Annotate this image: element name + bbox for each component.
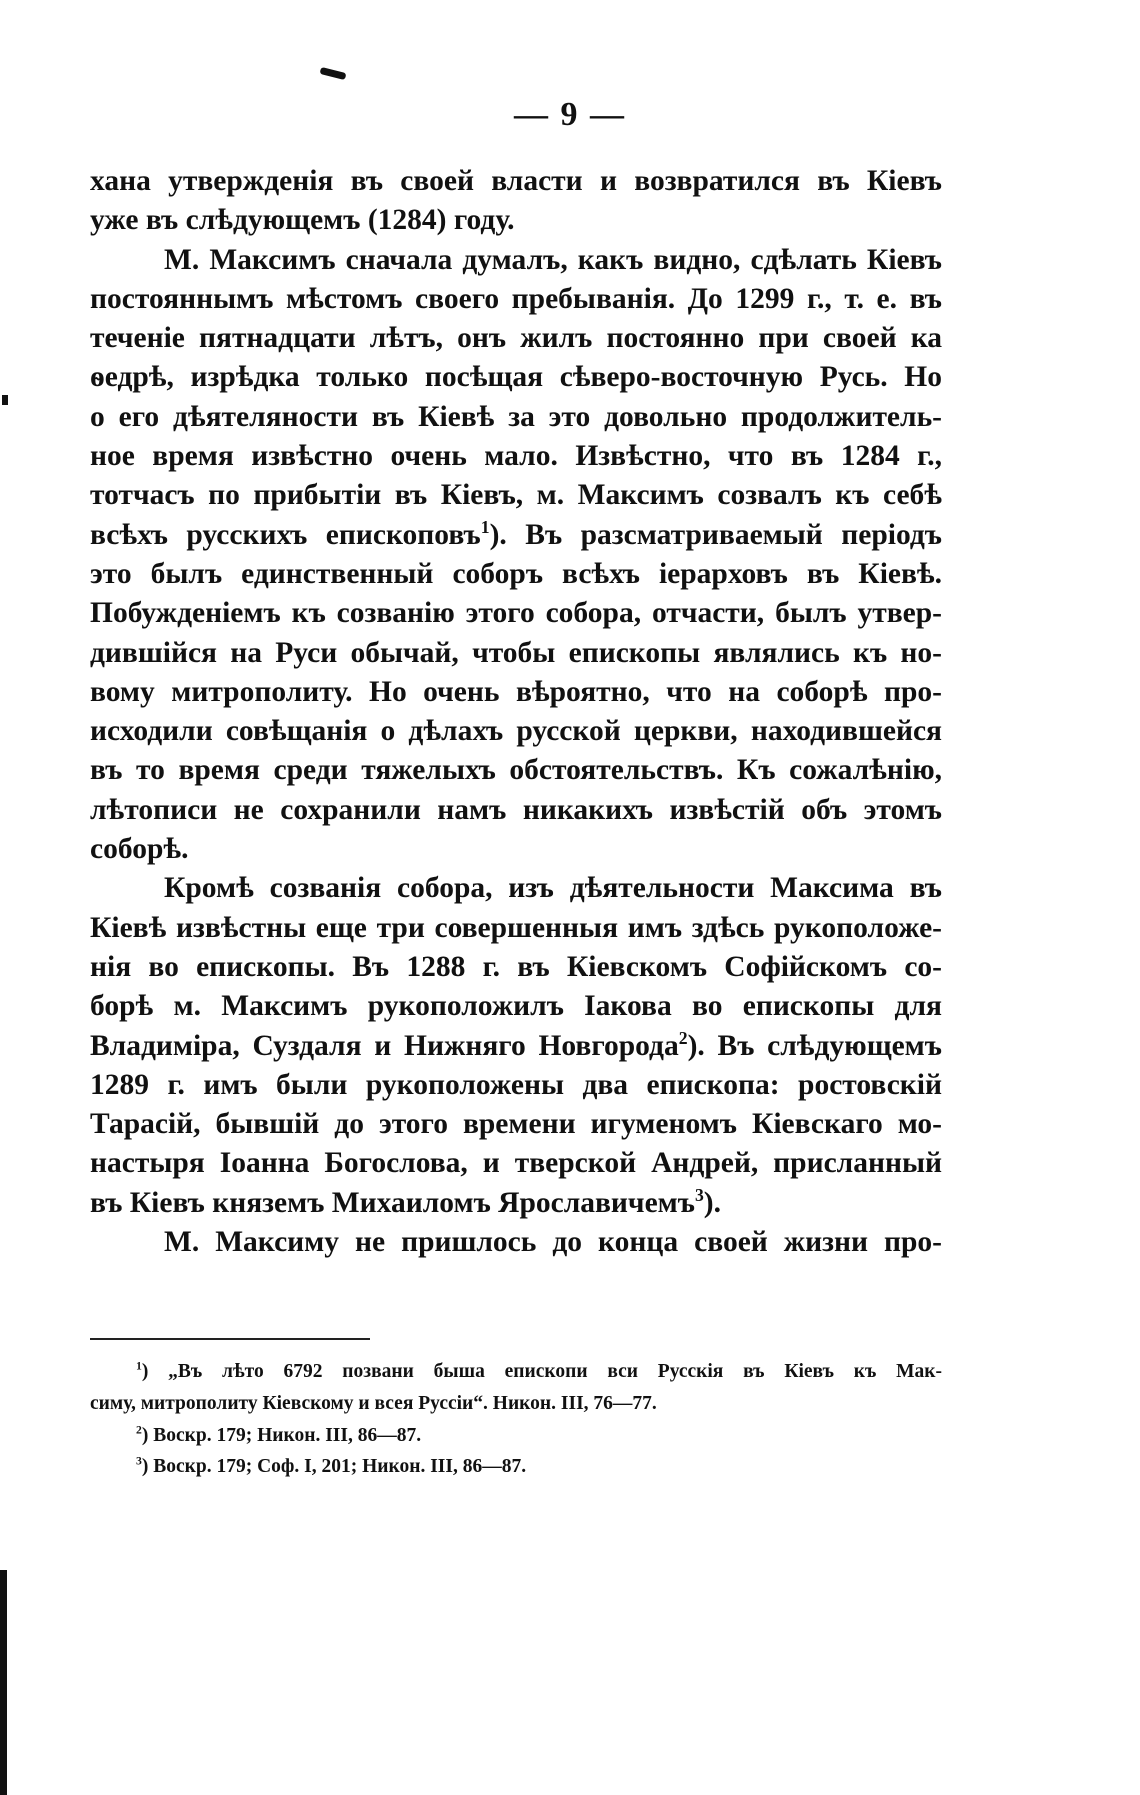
footnote-line [90,1388,942,1420]
text-line [90,830,942,869]
text-segment: дившійся на Руси обычай, чтобы епископы являлись къ но- [90,636,942,669]
footnote-line [90,1451,942,1483]
text-segment: исходили совѣщанія о дѣлахъ русской церкви, находившейся [90,715,942,748]
text-line [90,634,942,673]
text-line [90,516,942,555]
text-segment: постояннымъ мѣстомъ своего пребыванія. До 1299 г., т. е. въ [90,282,942,315]
text-segment: уже въ слѣдующемъ (1284) году. [90,204,515,237]
footnote-separator [90,1338,370,1340]
text-segment: въ то время среди тяжелыхъ обстоятельствъ. Къ сожалѣнію, [90,754,942,787]
text-line [90,1066,942,1105]
text-segment: ). [703,1186,721,1219]
text-segment: тотчасъ по прибытіи въ Кіевъ, м. Максимъ созвалъ къ себѣ [90,479,942,512]
text-segment: М. Максимъ сначала думалъ, какъ видно, сдѣлать Кіевъ [164,243,942,276]
text-segment: теченіе пятнадцати лѣтъ, онъ жилъ постоянно при своей ка [90,322,942,355]
text-line [90,869,942,908]
text-line [90,476,942,515]
text-line [90,751,942,790]
text-line [90,712,942,751]
text-line [90,319,942,358]
text-segment: М. Максиму не пришлось до конца своей жизни про- [164,1226,942,1259]
text-segment: Владиміра, Суздаля и Нижняго Новгорода [90,1029,679,1062]
text-segment: о его дѣятеляности въ Кіевѣ за это довольно продолжитель- [90,400,942,433]
text-line [90,437,942,476]
text-line [90,1184,942,1223]
text-line [90,201,942,240]
text-segment: Тарасій, бывшій до этого времени игуменомъ Кіевскаго мо- [90,1108,942,1141]
text-segment: настыря Іоанна Богослова, и тверской Андрей, присланный [90,1147,942,1180]
text-segment: лѣтописи не сохранили намъ никакихъ извѣстій объ этомъ [90,793,942,826]
footnote-line [90,1420,942,1452]
text-segment: ). Въ слѣдующемъ [687,1029,942,1062]
text-line [90,594,942,633]
text-segment: соборѣ. [90,833,189,866]
text-line [90,1144,942,1183]
footnotes [90,1356,942,1483]
text-line [90,909,942,948]
text-segment: Кромѣ созванія собора, изъ дѣятельности Максима въ [164,872,942,905]
text-segment: вому митрополиту. Но очень вѣроятно, что на соборѣ про- [90,675,942,708]
text-line [90,280,942,319]
text-line [90,241,942,280]
footnote-text: ) „Въ лѣто 6792 позвани быша епископи вси Русскія въ Кіевъ къ Мак- [141,1361,942,1382]
page-number: — 9 — [514,96,626,133]
text-line [90,987,942,1026]
footnote-text: симу, митрополиту Кіевскому и всея Руссіи“. Никон. III, 76—77. [90,1392,657,1414]
text-segment: ). Въ разсматриваемый періодъ [489,518,942,551]
footnote-text: ) Воскр. 179; Соф. I, 201; Никон. III, 86—87. [141,1456,527,1478]
footnote-number: 2 [136,1423,142,1437]
text-segment: въ Кіевъ княземъ Михаиломъ Ярославичемъ [90,1186,695,1219]
text-line [90,673,942,712]
footnote-number: 1 [136,1359,142,1373]
text-segment: всѣхъ русскихъ епископовъ [90,518,481,551]
text-segment: это былъ единственный соборъ всѣхъ іерарховъ въ Кіевѣ. [90,557,942,590]
text-segment: Побужденіемъ къ созванію этого собора, отчасти, былъ утвер- [90,597,942,630]
text-line [90,1105,942,1144]
text-segment: хана утвержденія въ своей власти и возвратился въ Кіевъ [90,165,942,197]
text-segment: 1289 г. имъ были рукоположены два епископа: ростовскій [90,1068,942,1101]
text-line [90,358,942,397]
text-segment: нія во епископы. Въ 1288 г. въ Кіевскомъ Софійскомъ со- [90,950,942,983]
text-line [90,555,942,594]
text-segment: Кіевѣ извѣстны еще три совершенныя имъ здѣсь рукоположе- [90,911,942,944]
text-line [90,1223,942,1262]
text-segment: ѳедрѣ, изрѣдка только посѣщая сѣверо-восточную Русь. Но [90,361,942,394]
footnote-number: 3 [136,1454,142,1468]
text-line [90,791,942,830]
text-line [90,1027,942,1066]
main-text [90,162,942,1262]
footnote-ref: 3 [694,1184,704,1205]
footnote-text: ) Воскр. 179; Никон. III, 86—87. [141,1424,422,1446]
footnote-ref: 1 [480,516,490,537]
text-segment: ное время извѣстно очень мало. Извѣстно, что въ 1284 г., [90,440,942,473]
ink-mark [320,67,347,80]
text-line [90,948,942,987]
footnote-line [90,1356,942,1388]
text-line [90,398,942,437]
page-edge-shadow [0,1570,7,1795]
footnote-ref: 2 [678,1027,688,1048]
text-segment: борѣ м. Максимъ рукоположилъ Іакова во епископы для [90,990,942,1023]
text-line [90,162,942,201]
margin-tick [2,395,8,405]
